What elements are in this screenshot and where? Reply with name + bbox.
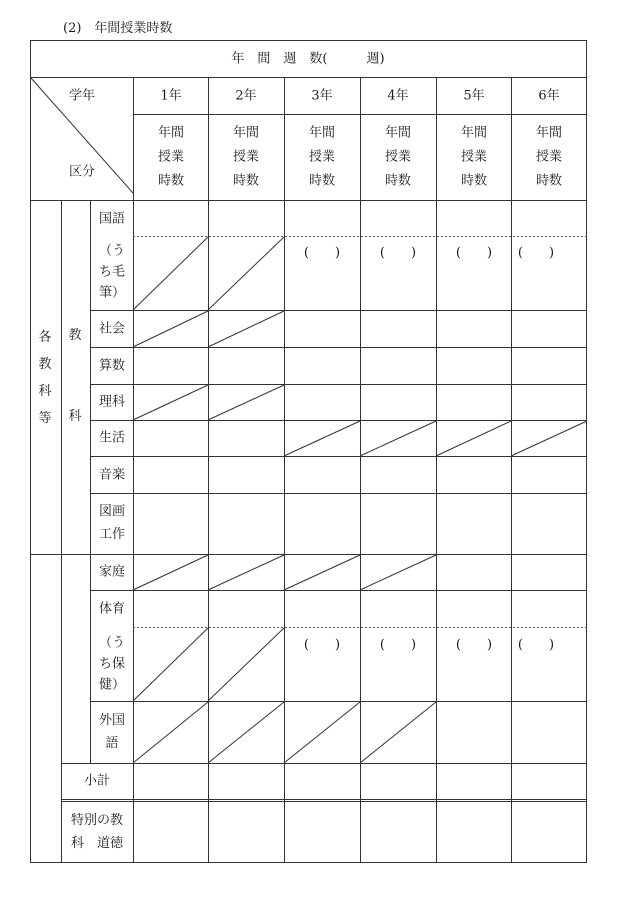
form-caption: (2) 年間授業時数 (63, 21, 173, 36)
calligraphy-hours-grade-5[interactable]: ( ) (455, 245, 493, 261)
na-slash (436, 421, 511, 456)
na-slash (208, 628, 284, 701)
health-hours-grade-4[interactable]: ( ) (379, 637, 417, 653)
subject-katei: 家庭 (98, 564, 126, 580)
grade-header-4: 4年 (387, 88, 409, 104)
annual-weeks-label: 年 間 週 数( 週) (231, 51, 385, 67)
na-slash (133, 311, 208, 347)
group-label-kakukyoka: 各 教 科 等 (38, 330, 52, 426)
na-slash (208, 702, 284, 763)
health-hours-grade-3[interactable]: ( ) (303, 637, 341, 653)
na-slash (133, 628, 208, 701)
subject-kokugo: 国語 (98, 211, 126, 227)
hours-header: 年間 授業 時数 (460, 125, 488, 189)
hours-header: 年間 授業 時数 (232, 125, 260, 189)
grade-header-5: 5年 (463, 88, 485, 104)
subject-taiiku-health: （う ち保 健） (98, 635, 126, 693)
calligraphy-hours-grade-4[interactable]: ( ) (379, 245, 417, 261)
na-slash (360, 555, 436, 590)
hours-header: 年間 授業 時数 (308, 125, 336, 189)
subject-taiiku: 体育 (98, 601, 126, 617)
hours-header: 年間 授業 時数 (535, 125, 563, 189)
corner-grade-label: 学年 (68, 88, 96, 104)
na-slash (284, 702, 360, 763)
subject-shakai: 社会 (98, 321, 126, 337)
na-slash (208, 311, 284, 347)
na-slash (133, 385, 208, 420)
grade-header-6: 6年 (538, 88, 560, 104)
na-slash (208, 237, 284, 310)
row-special-moral: 特別の教 科 道徳 (70, 813, 124, 851)
row-subtotal: 小計 (83, 773, 111, 789)
subject-gaikokugo: 外国 語 (98, 713, 126, 751)
subject-kokugo-calligraphy: （う ち毛 筆） (98, 243, 126, 301)
subject-seikatsu: 生活 (98, 430, 126, 446)
na-slash (133, 555, 208, 590)
subject-ongaku: 音楽 (98, 467, 126, 483)
subject-sansu: 算数 (98, 358, 126, 374)
na-slash (511, 421, 587, 456)
grade-header-2: 2年 (235, 88, 257, 104)
calligraphy-hours-grade-3[interactable]: ( ) (303, 245, 341, 261)
calligraphy-hours-grade-6[interactable]: ( ) (517, 245, 555, 261)
corner-category-label: 区分 (68, 164, 96, 180)
subject-rika: 理科 (98, 394, 126, 410)
na-slash (208, 555, 284, 590)
subject-zuga-kosaku: 図画 工作 (98, 504, 126, 542)
group-label-kyoka: 教 科 (68, 328, 82, 424)
na-slash (360, 702, 436, 763)
grade-header-1: 1年 (160, 88, 182, 104)
grade-header-3: 3年 (311, 88, 333, 104)
health-hours-grade-6[interactable]: ( ) (517, 637, 555, 653)
na-slash (284, 555, 360, 590)
hours-header: 年間 授業 時数 (384, 125, 412, 189)
na-slash (360, 421, 436, 456)
health-hours-grade-5[interactable]: ( ) (455, 637, 493, 653)
na-slash (133, 702, 208, 763)
na-slash (133, 237, 208, 310)
hours-header: 年間 授業 時数 (157, 125, 185, 189)
na-slash (208, 385, 284, 420)
na-slash (284, 421, 360, 456)
